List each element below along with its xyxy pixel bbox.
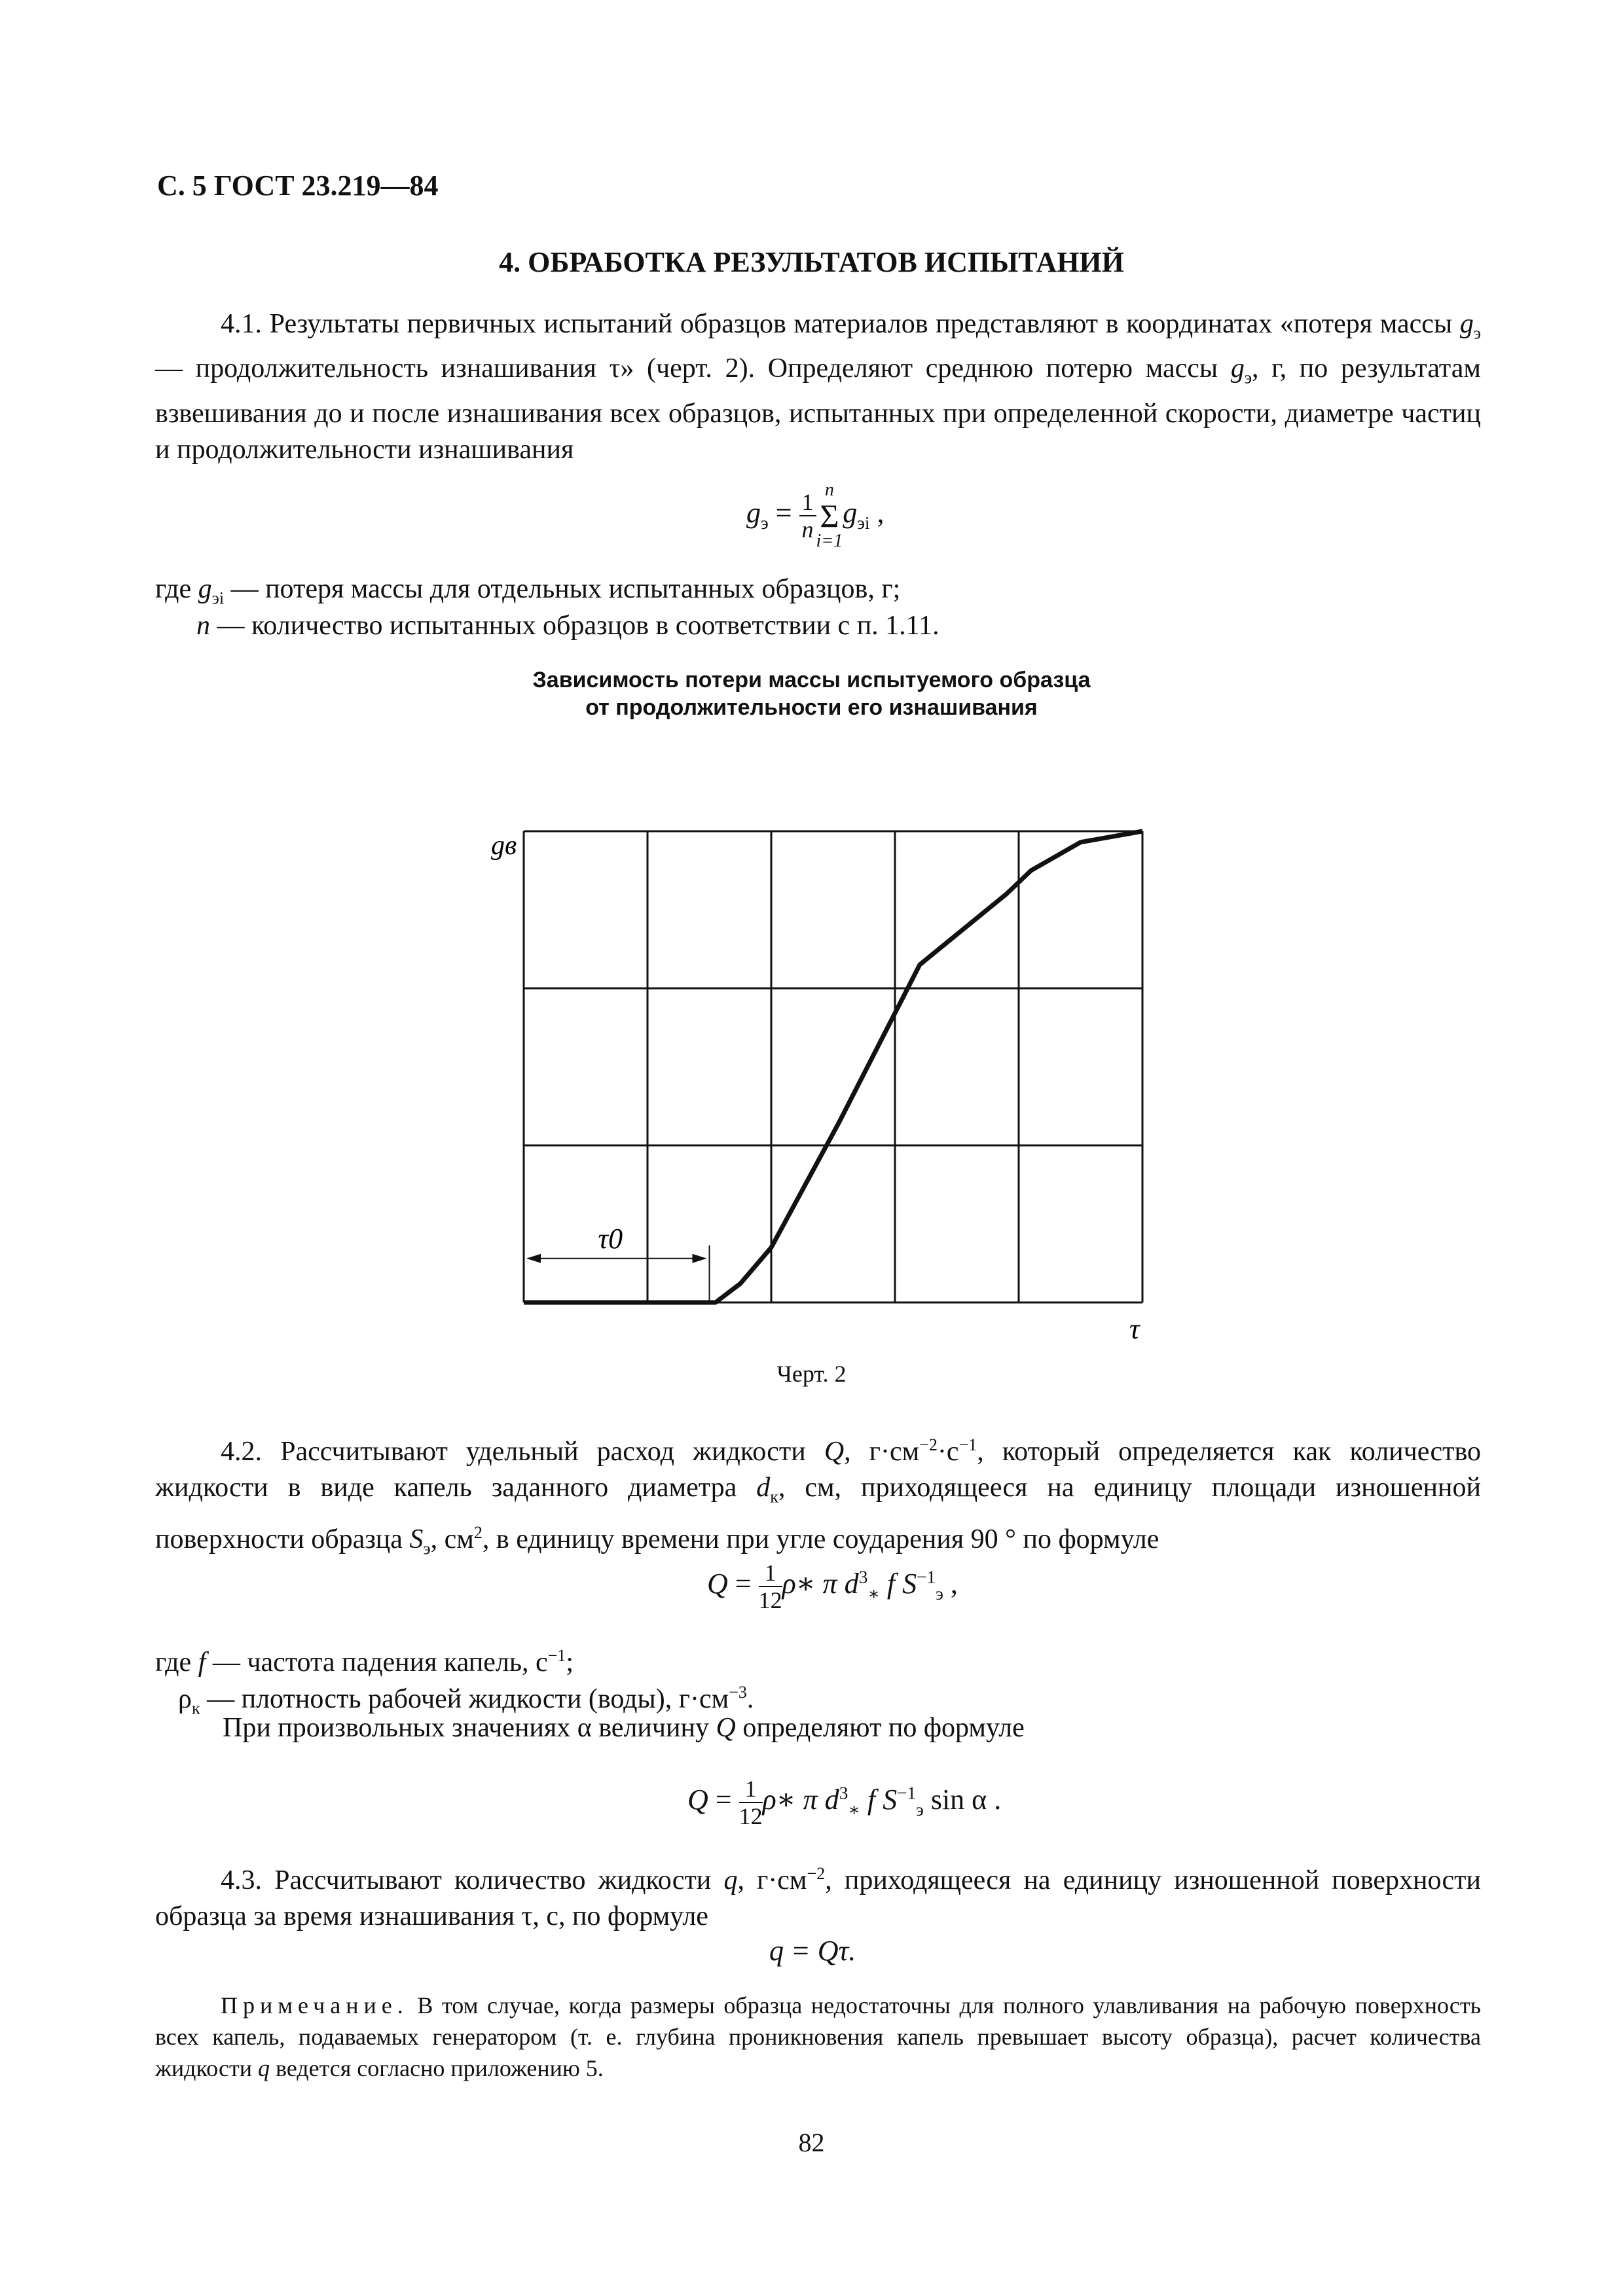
y-axis-label: gв [491, 831, 517, 861]
mass-loss-chart [458, 733, 1192, 1361]
formula-q: q = Qτ. [769, 1935, 856, 1967]
page-header: С. 5 ГОСТ 23.219—84 [157, 170, 439, 202]
x-axis-label: τ [1129, 1313, 1140, 1345]
tau0-arrow-head-left [526, 1254, 541, 1263]
formula-specific-flow: Q = $\frac{1}{12}$ ρ∗ π $d^3_∗$ f $S^{-1}_э$ , [707, 1560, 958, 1613]
tau0-arrow-head-right [693, 1254, 707, 1263]
definition-g-ei: где $g_{эi}$ — потеря массы для отдельных испытанных образцов, г; [155, 574, 901, 608]
arbitrary-angle-text: При произвольных значениях α величину Q определяют по формуле [223, 1713, 1025, 1743]
note: Примечание. В том случае, когда размеры образца недостаточны для полного улавливания на рабочую поверхность всех капель, подаваемых генератором (т. е. глубина проникновения капель превышает высоту образца), расчет количества жидкости q ведется согласно приложению 5. [155, 1992, 1481, 2081]
formula-flow-angle: Q = $\frac{1}{12}$ ρ∗ π $d^3_∗$ f $S^{-1}_э$ sin α . [687, 1776, 1002, 1829]
definition-n: n — количество испытанных образцов в соответствии с п. 1.11. [196, 611, 939, 641]
tau0-label: τ0 [598, 1222, 623, 1255]
definition-f: где f — частота падения капель, $с^{-1}$; [155, 1646, 574, 1677]
section-title: 4. ОБРАБОТКА РЕЗУЛЬТАТОВ ИСПЫТАНИЙ [499, 246, 1124, 278]
paragraph-4-1: 4.1. Результаты первичных испытаний образцов материалов представляют в координатах «потеря массы $g_э$ — продолжительность изнашивания τ» (черт. 2). Определяют среднюю потерю массы $g_э$, г, по результатам взвешивания до и после изнашивания всех образцов, испытанных при определенной скорости, диаметре частиц и продолжительности изнашивания [155, 309, 1481, 465]
formula-mean-mass-loss: $g_э$ = $\frac{1}{n}$ n Σ i=1 $g_{эi}$ , [746, 480, 884, 551]
page-number: 82 [798, 2128, 825, 2157]
chart-title [0, 666, 1623, 721]
paragraph-4-3: 4.3. Рассчитывают количество жидкости q, $г\cdot см^{-2}$, приходящееся на единицу изношенной поверхности образца за время изнашивания τ, с, по формуле [155, 1864, 1482, 1931]
chart-title-line-2: от продолжительности его изнашивания [585, 695, 1038, 720]
figure-caption: Черт. 2 [776, 1361, 847, 1387]
chart-title-line-1: Зависимость потери массы испытуемого образца [532, 668, 1091, 692]
definition-rho: $\rho_к$ — плотность рабочей жидкости (воды), $г\cdot см^{-3}$. [178, 1683, 754, 1718]
paragraph-4-2: 4.2. Рассчитывают удельный расход жидкости Q, $г\cdot см^{-2}\cdot с^{-1}$, который определяется как количество жидкости в виде капель заданного диаметра $d_к$, см, приходящееся на единицу площади изношенной поверхности образца $S_э$, $см^2$, в единицу времени при угле соударения 90 ° по формуле [155, 1435, 1482, 1558]
